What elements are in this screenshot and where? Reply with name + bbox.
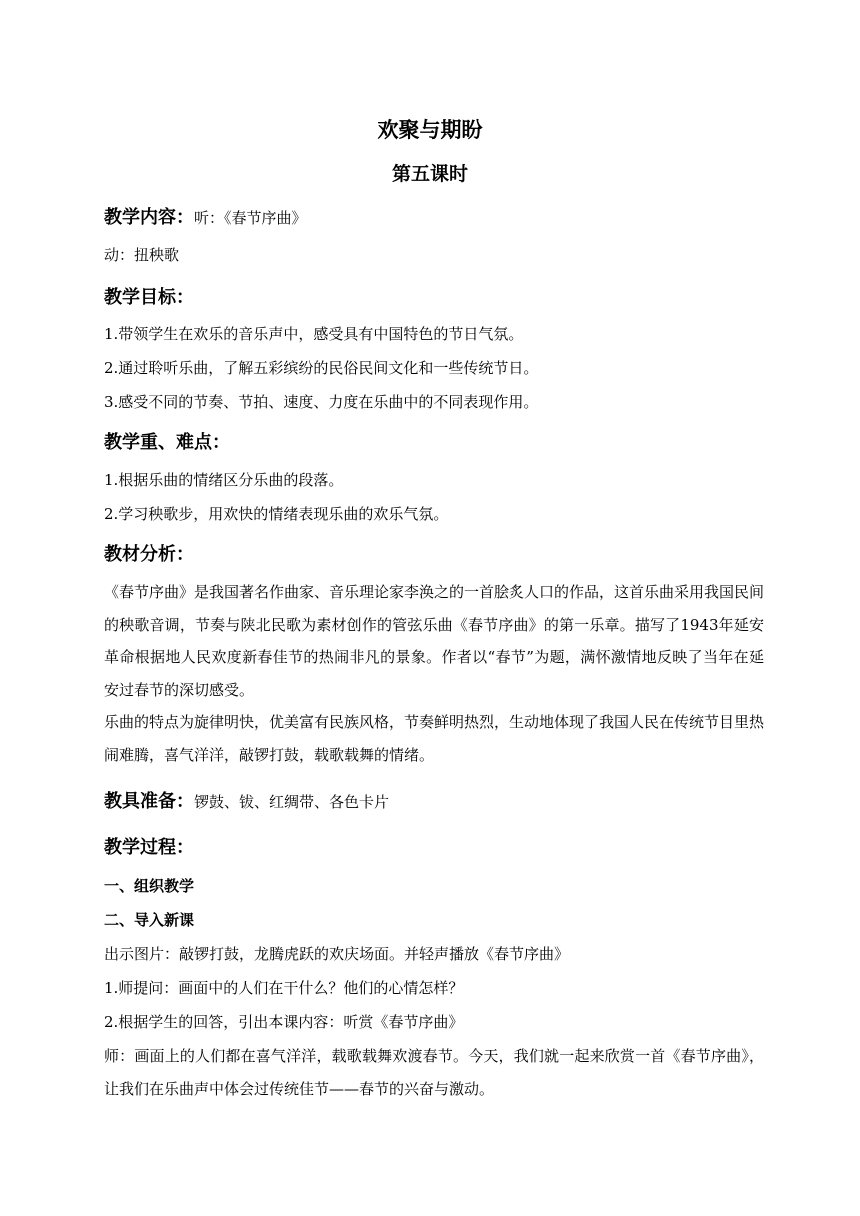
content-move: 动：扭秧歌 xyxy=(104,246,180,264)
key-point-item: 1.根据乐曲的情绪区分乐曲的段落。 xyxy=(104,471,344,489)
objective-item: 3.感受不同的节奏、节拍、速度、力度在乐曲中的不同表现作用。 xyxy=(104,393,539,411)
objectives-heading: 教学目标： xyxy=(104,287,194,308)
materials-heading xyxy=(104,790,764,814)
process-line: 2.根据学生的回答，引出本课内容：听赏《春节序曲》 xyxy=(104,1013,464,1031)
objective-item: 2.通过聆听乐曲，了解五彩缤纷的民俗民间文化和一些传统节日。 xyxy=(104,359,539,377)
lesson-subtitle: 第五课时 xyxy=(391,163,468,185)
objective-item: 1.带领学生在欢乐的音乐声中，感受具有中国特色的节日气氛。 xyxy=(104,325,524,343)
materials-label: 教具准备： xyxy=(104,791,194,812)
process-line: 1.师提问：画面中的人们在干什么？他们的心情怎样？ xyxy=(104,979,464,997)
content-label: 教学内容： xyxy=(104,207,194,228)
process-line: 出示图片：敲锣打鼓，龙腾虎跃的欢庆场面。并轻声播放《春节序曲》 xyxy=(104,945,570,963)
key-point-item: 2.学习秧歌步，用欢快的情绪表现乐曲的欢乐气氛。 xyxy=(104,505,449,523)
content-heading xyxy=(104,206,764,230)
key-points-heading: 教学重、难点： xyxy=(104,432,230,453)
process-step-2: 二、导入新课 xyxy=(104,911,195,929)
analysis-paragraph-2: 乐曲的特点为旋律明快，优美富有民族风格，节奏鲜明热烈，生动地体现了我国人民在传统节目里热闹难腾，喜气洋洋，敲锣打鼓，载歌载舞的情绪。 xyxy=(104,713,765,764)
teacher-paragraph: 师：画面上的人们都在喜气洋洋，载歌载舞欢渡春节。今天，我们就一起来欣赏一首《春节序曲》，让我们在乐曲声中体会过传统佳节——春节的兴奋与激动。 xyxy=(104,1047,764,1098)
analysis-heading: 教材分析： xyxy=(104,544,194,565)
process-heading: 教学过程： xyxy=(104,837,194,858)
document-title: 欢聚与期盼 xyxy=(377,118,483,142)
analysis-paragraph-1: 《春节序曲》是我国著名作曲家、音乐理论家李涣之的一首脍炙人口的作品，这首乐曲采用我国民间的秧歌音调，节奏与陕北民歌为素材创作的管弦乐曲《春节序曲》的第一乐章。描写了1943年延安革命根据地人民欢度新春佳节的热闹非凡的景象。作者以“春节”为题，满怀激情地反映了当年在延安过春节的深切感受。 xyxy=(104,583,765,699)
process-step-1: 一、组织教学 xyxy=(104,877,195,895)
content-listen: 听：《春节序曲》 xyxy=(194,209,307,227)
content-section xyxy=(104,206,764,230)
materials-section xyxy=(104,790,764,814)
materials-text: 锣鼓、钹、红绸带、各色卡片 xyxy=(194,793,390,811)
